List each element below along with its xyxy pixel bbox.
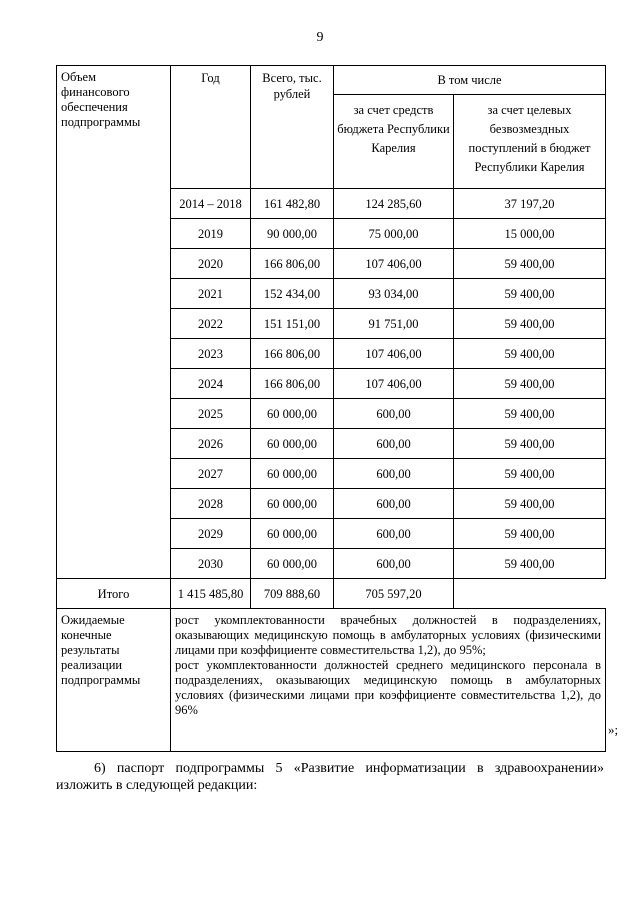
targeted-header: за счет целевых безвозмездных поступлений в бюджет Республики Карелия: [454, 95, 606, 189]
total-header: Всего, тыс. рублей: [251, 66, 334, 189]
total-budget-cell: 709 888,60: [251, 579, 334, 609]
total-cell: 60 000,00: [251, 459, 334, 489]
total-cell: 60 000,00: [251, 489, 334, 519]
targeted-cell: 59 400,00: [454, 459, 606, 489]
total-cell: 166 806,00: [251, 339, 334, 369]
year-cell: 2024: [171, 369, 251, 399]
financing-label: Объем финансового обеспечения подпрограммы: [57, 66, 171, 579]
results-row: [57, 609, 606, 752]
budget-cell: 107 406,00: [334, 249, 454, 279]
including-header: В том числе: [334, 66, 606, 95]
year-cell: 2027: [171, 459, 251, 489]
budget-header: за счет средств бюджета Республики Карелия: [334, 95, 454, 189]
total-cell: 152 434,00: [251, 279, 334, 309]
year-cell: 2025: [171, 399, 251, 429]
targeted-cell: 59 400,00: [454, 519, 606, 549]
targeted-cell: 59 400,00: [454, 399, 606, 429]
result-item-1: рост укомплектованности врачебных должностей в подразделениях, оказывающих медицинскую помощь в амбулаторных условиях (физическими лицами при коэффициенте совместительства 1,2), до 95%;: [175, 613, 601, 657]
targeted-cell: 15 000,00: [454, 219, 606, 249]
results-text: [171, 609, 606, 752]
targeted-cell: 37 197,20: [454, 189, 606, 219]
financing-table: [56, 65, 606, 752]
total-cell: 166 806,00: [251, 369, 334, 399]
targeted-cell: 59 400,00: [454, 279, 606, 309]
total-cell: 60 000,00: [251, 519, 334, 549]
budget-cell: 600,00: [334, 429, 454, 459]
total-cell: 90 000,00: [251, 219, 334, 249]
targeted-cell: 59 400,00: [454, 549, 606, 579]
budget-cell: 124 285,60: [334, 189, 454, 219]
total-cell: 60 000,00: [251, 429, 334, 459]
year-cell: 2026: [171, 429, 251, 459]
total-row: [57, 579, 606, 609]
targeted-cell: 59 400,00: [454, 369, 606, 399]
header-row: [57, 66, 606, 95]
total-sum-cell: 1 415 485,80: [171, 579, 251, 609]
year-cell: 2022: [171, 309, 251, 339]
year-header: Год: [171, 66, 251, 189]
budget-cell: 107 406,00: [334, 369, 454, 399]
year-cell: 2023: [171, 339, 251, 369]
targeted-cell: 59 400,00: [454, 249, 606, 279]
year-cell: 2019: [171, 219, 251, 249]
budget-cell: 93 034,00: [334, 279, 454, 309]
result-item-2: рост укомплектованности должностей среднего медицинского персонала в подразделениях, оказывающих медицинскую помощь в амбулаторных условиях (физическими лицами при коэффициенте совместительства 1,2), до 96%: [175, 658, 601, 717]
year-cell: 2029: [171, 519, 251, 549]
targeted-cell: 59 400,00: [454, 489, 606, 519]
total-cell: 151 151,00: [251, 309, 334, 339]
budget-cell: 107 406,00: [334, 339, 454, 369]
total-cell: 166 806,00: [251, 249, 334, 279]
budget-cell: 600,00: [334, 519, 454, 549]
year-cell: 2020: [171, 249, 251, 279]
budget-cell: 600,00: [334, 489, 454, 519]
budget-cell: 600,00: [334, 459, 454, 489]
total-cell: 60 000,00: [251, 549, 334, 579]
targeted-cell: 59 400,00: [454, 429, 606, 459]
page-number: 9: [316, 30, 324, 45]
budget-cell: 600,00: [334, 549, 454, 579]
year-cell: 2030: [171, 549, 251, 579]
total-targeted-cell: 705 597,20: [334, 579, 454, 609]
targeted-cell: 59 400,00: [454, 309, 606, 339]
year-cell: 2014 – 2018: [171, 189, 251, 219]
total-cell: 60 000,00: [251, 399, 334, 429]
total-cell: 161 482,80: [251, 189, 334, 219]
budget-cell: 600,00: [334, 399, 454, 429]
budget-cell: 75 000,00: [334, 219, 454, 249]
budget-cell: 91 751,00: [334, 309, 454, 339]
body-paragraph: 6) паспорт подпрограммы 5 «Развитие информатизации в здравоохранении» изложить в следующей редакции:: [56, 761, 604, 793]
total-year-cell: Итого: [57, 579, 171, 609]
results-label: Ожидаемые конечные результаты реализации подпрограммы: [57, 609, 171, 752]
closing-quote-mark: »;: [608, 722, 619, 737]
year-cell: 2028: [171, 489, 251, 519]
year-cell: 2021: [171, 279, 251, 309]
targeted-cell: 59 400,00: [454, 339, 606, 369]
